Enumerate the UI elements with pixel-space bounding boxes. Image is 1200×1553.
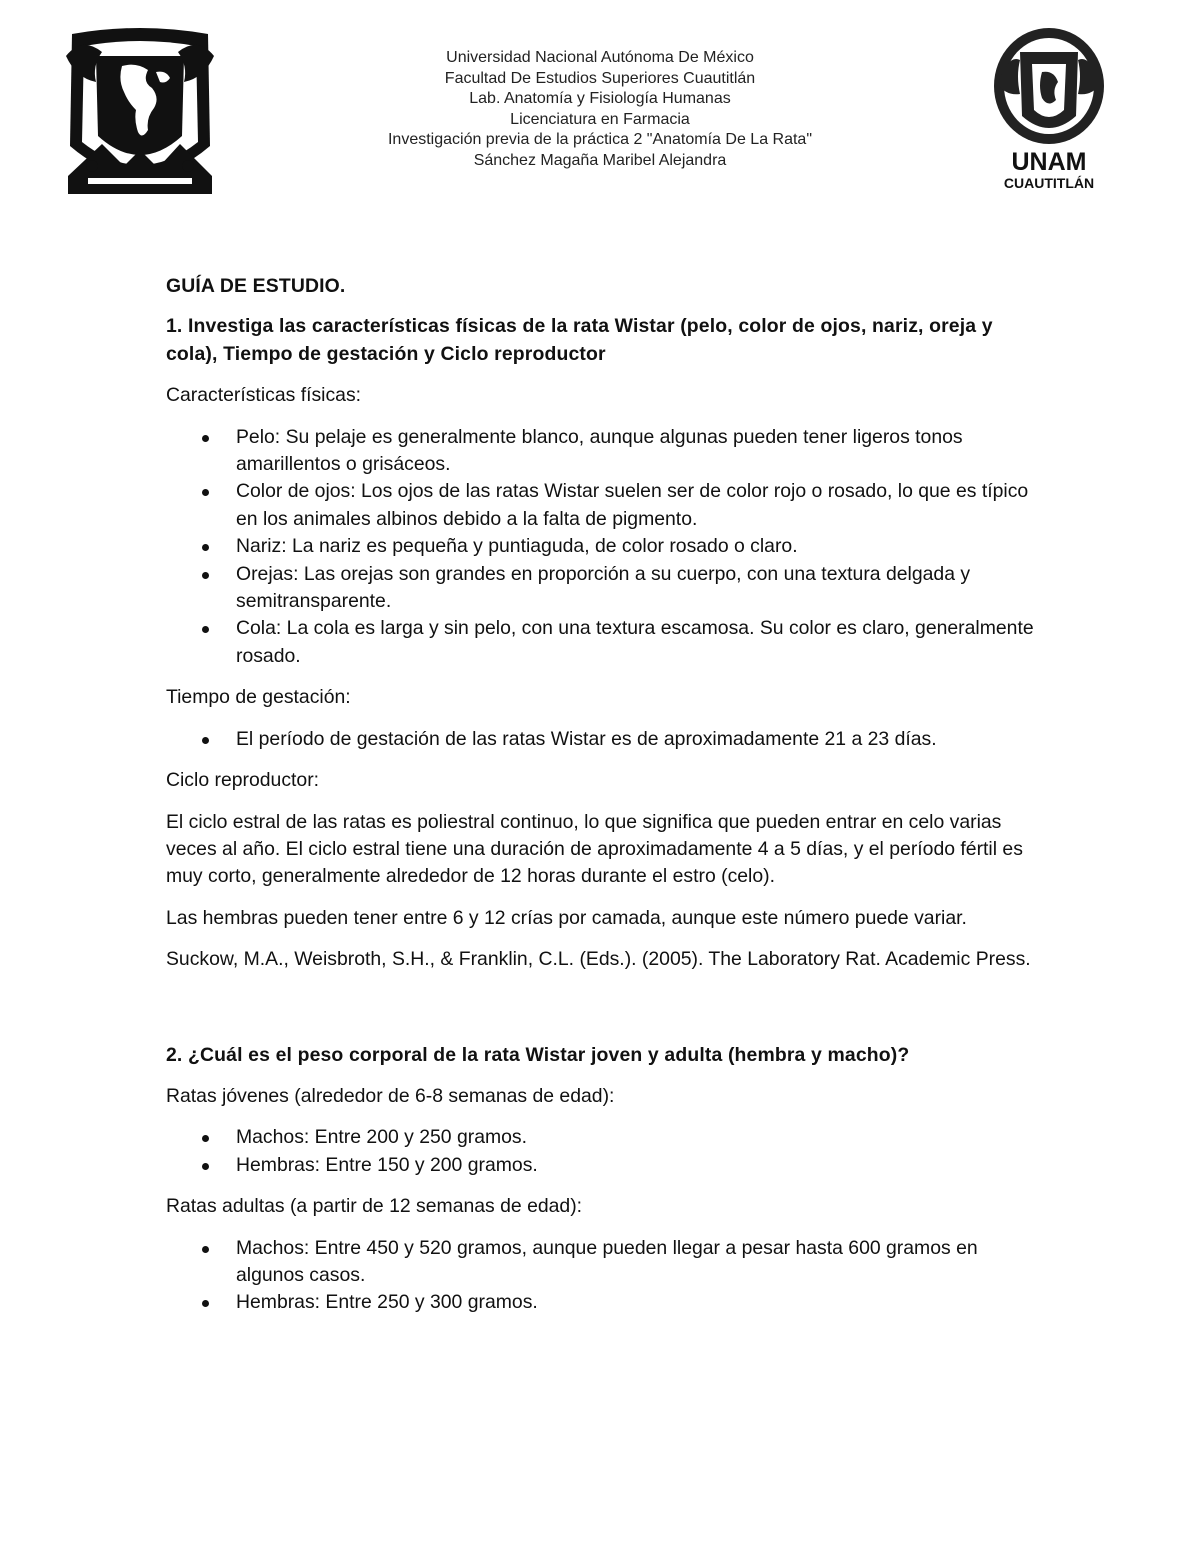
author-name: Sánchez Magaña Maribel Alejandra bbox=[473, 151, 727, 169]
program-name: Licenciatura en Farmacia bbox=[510, 110, 690, 128]
litter-paragraph: Las hembras pueden tener entre 6 y 12 crías por camada, aunque este número puede variar. bbox=[166, 906, 967, 929]
list-item: El período de gestación de las ratas Wistar es de aproximadamente 21 a 23 días. bbox=[236, 726, 1036, 753]
faculty-name: Facultad De Estudios Superiores Cuautitlán bbox=[444, 69, 756, 87]
question-1: 1. Investiga las características físicas de la rata Wistar (pelo, color de ojos, nariz, oreja y cola), Tiempo de gestación y Ciclo reproductor bbox=[166, 315, 993, 365]
list-item: Cola: La cola es larga y sin pelo, con una textura escamosa. Su color es claro, generalmente rosado. bbox=[236, 615, 1036, 670]
cuautitlan-logo-text: CUAUTITLÁN bbox=[1003, 175, 1095, 191]
fes-cuautitlan-shield-icon bbox=[990, 24, 1108, 194]
fes-cuautitlan-logo bbox=[990, 24, 1108, 194]
list-item: Nariz: La nariz es pequeña y puntiaguda, de color rosado o claro. bbox=[236, 533, 1036, 560]
list-item: Color de ojos: Los ojos de las ratas Wistar suelen ser de color rojo o rosado, lo que es típico en los animales albinos debido a la falta de pigmento. bbox=[236, 478, 1036, 533]
list-item: Hembras: Entre 250 y 300 gramos. bbox=[236, 1289, 1036, 1316]
document-body bbox=[166, 273, 1036, 1317]
university-name: Universidad Nacional Autónoma De México bbox=[446, 49, 754, 66]
reference: Suckow, M.A., Weisbroth, S.H., & Franklin, C.L. (Eds.). (2005). The Laboratory Rat. Academic Press. bbox=[166, 948, 1031, 971]
adult-list bbox=[166, 1235, 1036, 1317]
list-item: Pelo: Su pelaje es generalmente blanco, aunque algunas pueden tener ligeros tonos amarillentos o grisáceos. bbox=[236, 424, 1036, 479]
document-header bbox=[300, 48, 900, 172]
unam-logo bbox=[62, 26, 218, 198]
guide-title: GUÍA DE ESTUDIO. bbox=[166, 275, 346, 297]
lab-name: Lab. Anatomía y Fisiología Humanas bbox=[469, 90, 731, 108]
physical-list bbox=[166, 424, 1036, 671]
unam-logo-text: UNAM bbox=[1011, 148, 1087, 176]
unam-shield-icon bbox=[62, 26, 218, 198]
adult-heading: Ratas adultas (a partir de 12 semanas de edad): bbox=[166, 1195, 583, 1218]
list-item: Orejas: Las orejas son grandes en proporción a su cuerpo, con una textura delgada y semitransparente. bbox=[236, 561, 1036, 616]
list-item: Machos: Entre 450 y 520 gramos, aunque pueden llegar a pesar hasta 600 gramos en algunos casos. bbox=[236, 1235, 1036, 1290]
practice-title: Investigación previa de la práctica 2 "Anatomía De La Rata" bbox=[387, 131, 813, 149]
cycle-heading: Ciclo reproductor: bbox=[166, 769, 320, 792]
young-list bbox=[166, 1124, 1036, 1179]
list-item: Hembras: Entre 150 y 200 gramos. bbox=[236, 1152, 1036, 1179]
question-2: 2. ¿Cuál es el peso corporal de la rata Wistar joven y adulta (hembra y macho)? bbox=[166, 1043, 910, 1066]
cycle-paragraph: El ciclo estral de las ratas es poliestral continuo, lo que significa que pueden entrar en celo varias veces al año. El ciclo estral tiene una duración de aproximadamente 4 a 5 días, y el período fértil es muy corto, generalmente alrededor de 12 horas durante el estro (celo). bbox=[166, 810, 1023, 888]
physical-heading: Características físicas: bbox=[166, 384, 362, 407]
gestation-list bbox=[166, 726, 1036, 753]
young-heading: Ratas jóvenes (alrededor de 6-8 semanas de edad): bbox=[166, 1084, 615, 1107]
gestation-heading: Tiempo de gestación: bbox=[166, 686, 351, 709]
list-item: Machos: Entre 200 y 250 gramos. bbox=[236, 1124, 1036, 1151]
